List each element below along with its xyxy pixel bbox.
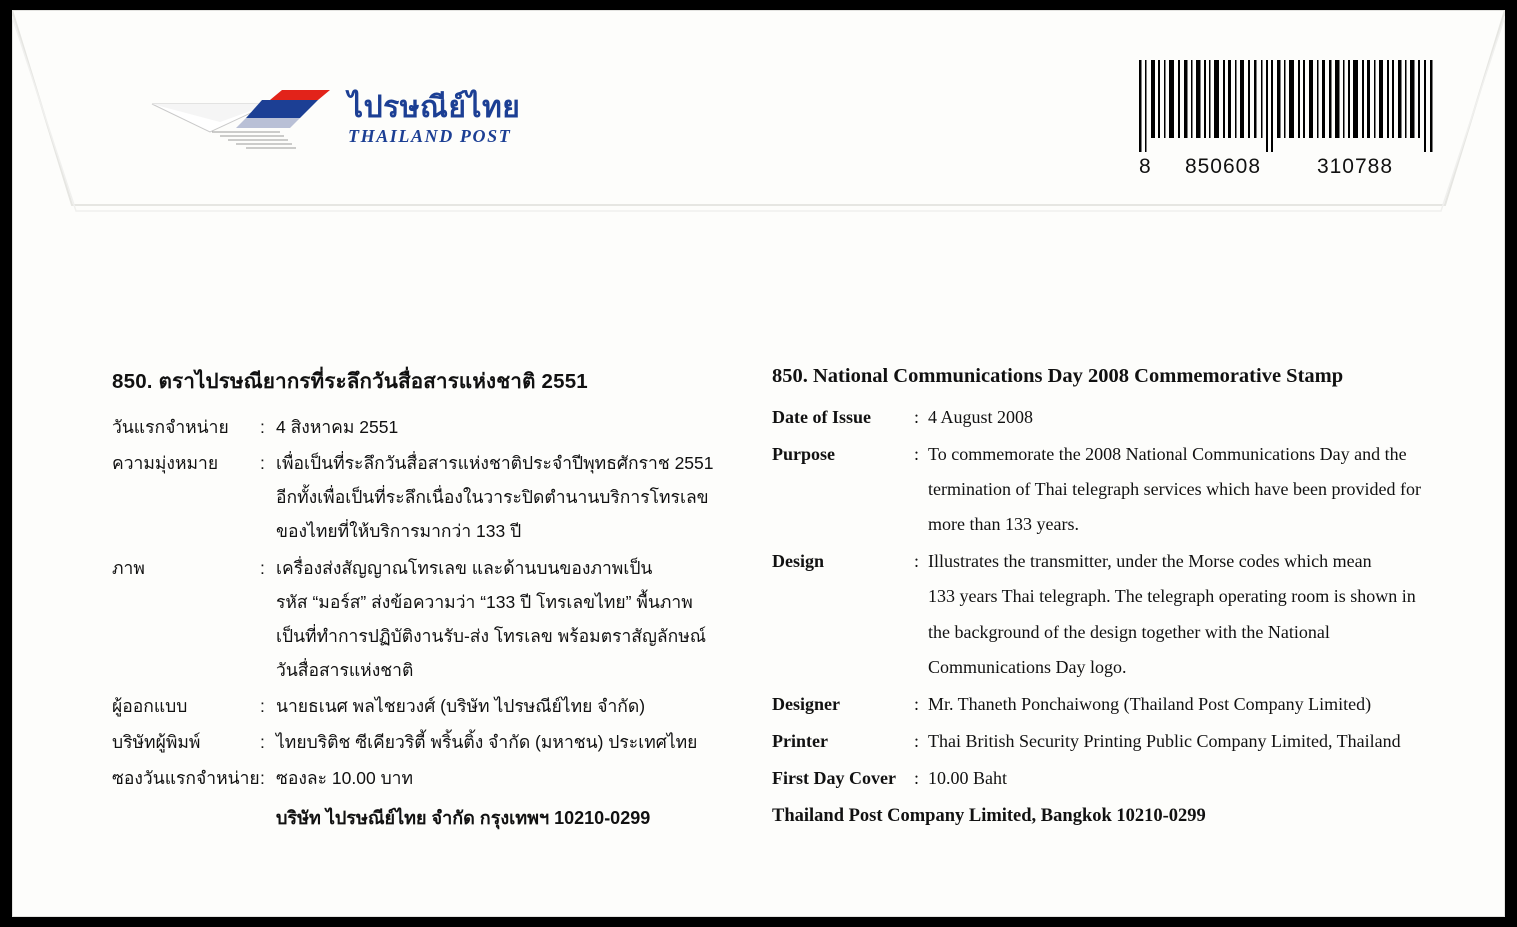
english-value-printer [928,724,1452,759]
english-value-line: Illustrates the transmitter, under the Morse codes which mean [928,551,1372,572]
english-value-line: 133 years Thai telegraph. The telegraph operating room is shown in [928,586,1416,607]
english-value-line: To commemorate the 2008 National Communications Day and the [928,444,1407,465]
english-value-line: the background of the design together with the National [928,621,1330,642]
thai-label-first-day-cover: ซองวันแรกจำหน่าย [112,768,260,789]
thai-label-designer: ผู้ออกแบบ [112,696,188,716]
english-value-line: 4 August 2008 [928,407,1034,427]
thai-value-date-of-issue [276,410,732,444]
thai-row-purpose [112,446,732,548]
thai-value-line: ของไทยที่ให้บริการมากว่า 133 ปี [276,521,522,542]
english-label-purpose: Purpose [772,444,835,465]
thai-row-first-day-cover [112,761,732,795]
thai-value-line: อีกทั้งเพื่อเป็นที่ระลึกเนื่องในวาระปิดตำนานบริการโทรเลข [276,487,709,508]
english-value-line: termination of Thai telegraph services which have been provided for [928,479,1421,500]
thai-value-designer [276,689,732,723]
thai-sep-1: : [260,453,265,474]
english-label-first-day-cover: First Day Cover [772,767,896,788]
barcode-number [1137,155,1447,179]
thai-value-printer [276,725,732,759]
english-label-designer: Designer [772,693,840,714]
english-sep-5: : [914,767,920,788]
thai-row-designer [112,689,732,723]
thai-row-date-of-issue [112,410,732,444]
english-value-line: Communications Day logo. [928,656,1127,677]
thai-value-purpose [276,446,732,548]
thai-sep-4: : [260,732,265,753]
thai-value-line: เพื่อเป็นที่ระลึกวันสื่อสารแห่งชาติประจำปีพุทธศักราช 2551 [276,453,714,474]
thai-value-line: ไทยบริติช ซีเคียวริตี้ พริ้นติ้ง จำกัด (มหาชน) ประเทศไทย [276,732,698,753]
thai-sep-2: : [260,557,265,578]
english-row-printer [772,724,1452,759]
english-value-line: more than 133 years. [928,514,1079,535]
english-value-purpose [928,437,1452,542]
thai-row-design [112,551,732,688]
thai-value-line: รหัส “มอร์ส” ส่งข้อความว่า “133 ปี โทรเลขไทย” พื้นภาพ [276,591,693,612]
english-sep-1: : [914,444,920,465]
barcode [1137,60,1447,179]
english-title: 850. National Communications Day 2008 Commemorative Stamp [772,365,1344,387]
thai-value-line: วันสื่อสารแห่งชาติ [276,659,414,680]
thai-value-line: ซองละ 10.00 บาท [276,768,414,789]
english-sep-3: : [914,693,920,714]
thai-value-line: นายธเนศ พลไชยวงศ์ (บริษัท ไปรษณีย์ไทย จำกัด) [276,696,646,716]
barcode-bars-icon [1137,60,1447,152]
english-value-first-day-cover [928,761,1452,796]
english-value-design [928,544,1452,684]
barcode-group-1: 850608 [1184,155,1262,178]
thai-description-column [112,365,732,832]
thai-value-line: เป็นที่ทำการปฏิบัติงานรับ-ส่ง โทรเลข พร้อมตราสัญลักษณ์ [276,625,706,646]
thai-label-purpose: ความมุ่งหมาย [112,453,219,474]
barcode-group-2: 310788 [1316,155,1394,178]
thai-sep-0: : [260,417,265,437]
thai-value-first-day-cover [276,761,732,795]
english-label-date-of-issue: Date of Issue [772,407,871,427]
brand-wordmark [348,92,568,147]
thai-value-design [276,551,732,688]
thai-title: 850. ตราไปรษณียากรที่ระลึกวันสื่อสารแห่งชาติ 2551 [112,370,588,393]
english-description-column [772,365,1452,827]
english-value-designer [928,687,1452,722]
thai-row-printer [112,725,732,759]
english-label-printer: Printer [772,730,828,751]
english-footer-company: Thailand Post Company Limited, Bangkok 10210-0299 [772,806,1206,827]
thai-footer-company: บริษัท ไปรษณีย์ไทย จำกัด กรุงเทพฯ 10210-0299 [276,808,651,829]
english-row-design [772,544,1452,684]
thai-value-line: 4 สิงหาคม 2551 [276,417,399,437]
english-sep-4: : [914,730,920,751]
english-value-line: 10.00 Baht [928,767,1007,788]
post-arrow-logo-icon [150,88,330,150]
thai-sep-3: : [260,696,265,716]
envelope-front [12,10,1505,917]
english-sep-2: : [914,551,920,572]
barcode-lead-digit: 8 [1139,155,1152,178]
english-row-designer [772,687,1452,722]
english-row-purpose [772,437,1452,542]
thai-label-date-of-issue: วันแรกจำหน่าย [112,417,229,437]
brand-name-english: THAILAND POST [348,125,512,146]
english-row-date-of-issue [772,400,1452,435]
english-label-design: Design [772,551,825,572]
english-sep-0: : [914,407,920,427]
thai-sep-5: : [260,768,265,789]
english-value-line: Thai British Security Printing Public Company Limited, Thailand [928,730,1401,751]
english-row-first-day-cover [772,761,1452,796]
thai-label-design: ภาพ [112,557,145,578]
thai-label-printer: บริษัทผู้พิมพ์ [112,732,201,753]
thailand-post-logo [150,86,550,166]
thai-value-line: เครื่องส่งสัญญาณโทรเลข และด้านบนของภาพเป็น [276,557,653,578]
english-value-line: Mr. Thaneth Ponchaiwong (Thailand Post Company Limited) [928,693,1372,714]
brand-name-thai: ไปรษณีย์ไทย [348,91,521,124]
english-value-date-of-issue [928,400,1452,435]
